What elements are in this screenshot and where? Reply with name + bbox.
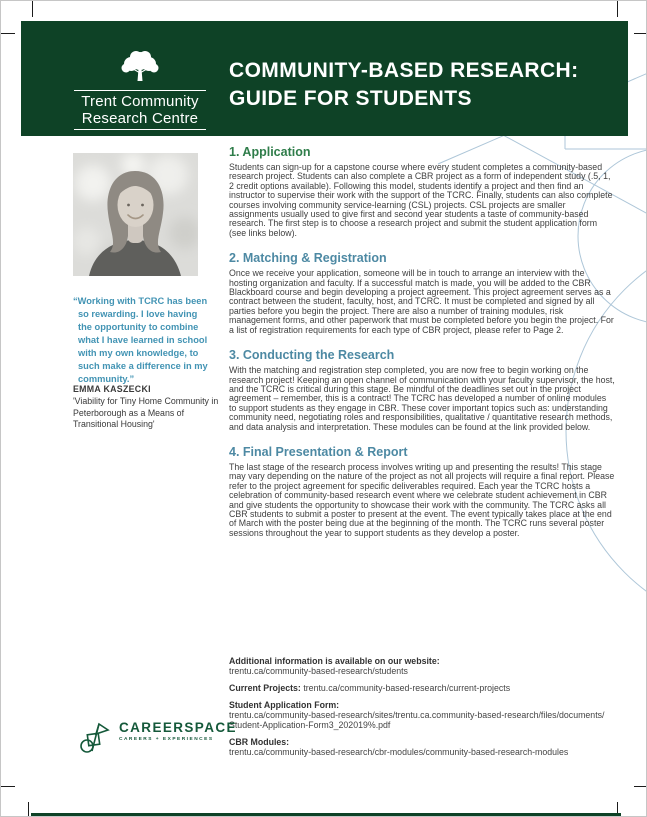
careerspace-text (119, 721, 237, 742)
portrait-image (73, 153, 198, 276)
cbr-modules-row (229, 737, 607, 757)
resource-links (229, 656, 607, 764)
application-form-label: Student Application Form: (229, 700, 340, 710)
testimonial-project-title: 'Viability for Tiny Home Community in Peterborough as a Means of Transitional Housing' (73, 396, 219, 429)
crop-mark (1, 786, 15, 787)
title-line1: COMMUNITY-BASED RESEARCH: (229, 59, 579, 82)
current-projects-label: Current Projects: (229, 683, 301, 693)
application-form-row (229, 700, 607, 730)
section-final-presentation (229, 445, 615, 538)
section-body: Once we receive your application, someone will be in touch to arrange an interview with the hosting organization and faculty. If a successful match is made, you will be added to the CBR Blackboard course and begin developing a project agreement. This project agreement serves as a contract between the student, faculty, host, and TCRC. It must be completed and signed by all parties before you begin the project. There are also a number of training modules, risk management forms, and other paperwork that must be completed before you begin the project. For a list of registration requirements for each type of CBR project, please refer to Page 2. (229, 268, 614, 335)
application-form-url-link[interactable]: trentu.ca/community-based-research/sites/trentu.ca.community-based-research/files/documents/Student-Application-Form3_202019%.pdf (229, 710, 605, 730)
section-conducting-research (229, 348, 615, 432)
website-link-row (229, 656, 607, 676)
document-title (229, 57, 579, 113)
section-body: With the matching and registration step completed, you are now free to begin working on the research project! Keeping an open channel of communication with your faculty supervisor, the host, and the TCRC is critical during this stage. Be mindful of the deadlines set out in the project agreement – remember, this is a contract! The TCRC has developed a number of online modules to support students as they engage in CBR. These cover important topics such as: understanding community need, negotiating roles and responsibilities, qualitative / quantitative research methods, and data analysis and interpretation. These modules can be found at the link provided below. (229, 365, 615, 432)
current-projects-url-link[interactable]: trentu.ca/community-based-research/current-projects (303, 683, 511, 693)
header-band (21, 21, 628, 136)
logo-text-line1: Trent Community (81, 93, 199, 110)
careerspace-logo-icon (79, 721, 111, 755)
careerspace-logo (79, 721, 237, 755)
section-matching-registration (229, 251, 615, 335)
student-portrait-photo (73, 153, 198, 276)
section-heading: 1. Application (229, 145, 311, 159)
logo-divider (74, 129, 206, 130)
website-label: Additional information is available on our website: (229, 656, 440, 666)
crop-mark (28, 802, 29, 817)
cbr-modules-label: CBR Modules: (229, 737, 290, 747)
careerspace-tagline: CAREERS + EXPERIENCES (119, 737, 214, 742)
crop-mark (634, 33, 647, 34)
section-heading: 3. Conducting the Research (229, 348, 395, 363)
section-heading: 4. Final Presentation & Report (229, 444, 408, 459)
testimonial-quote: “Working with TCRC has been so rewarding. I love having the opportunity to combine what I have learned in school with my own knowledge, to such make a difference in my community.” (73, 296, 208, 384)
main-content (229, 145, 615, 551)
crop-mark (634, 786, 647, 787)
tree-icon (108, 49, 172, 83)
website-url-link[interactable]: trentu.ca/community-based-research/students (229, 666, 408, 676)
cbr-modules-url-link[interactable]: trentu.ca/community-based-research/cbr-modules/community-based-research-modules (229, 747, 569, 757)
testimonial-author: EMMA KASZECKI (73, 384, 151, 394)
logo-divider (74, 90, 206, 91)
tcrc-logo (74, 49, 206, 132)
careerspace-name: CAREERSPACE (119, 720, 237, 735)
logo-text-line2: Research Centre (81, 110, 199, 127)
next-page-header-bleed (31, 813, 621, 817)
current-projects-row (229, 683, 607, 693)
section-body: Students can sign-up for a capstone course where every student completes a community-based research project. Students can also complete a CBR project as a form of independent study (.5, 1, 2 credit options available). Following this model, students identify a project and then find an instructor to supervise their work with the support of the TCRC. Finally, students can also complete courses involving community service-learning (CSL) projects. CSL projects are smaller assignments usually used to give first and second year students a taste of community-based research. The first step is to choose a research project and submit the student application form (see links below). (229, 162, 613, 238)
crop-mark (32, 1, 33, 17)
section-body: The last stage of the research process involves writing up and presenting the results! This stage may vary depending on the nature of the project as not all projects will require a final report. Please refer to the project agreement for specific deliverables required. Each year the TCRC hosts a celebration of community-based research event where we celebrate student achievement in CBR and give students the opportunity to showcase their work with the community. The TCRC asks all CBR students to submit a poster to present at the event. The event typically takes place at the end of March with the poster being due at the beginning of the month. The TCRC runs several poster sessions throughout the year to support students as they develop a poster. (229, 461, 615, 538)
crop-mark (617, 1, 618, 17)
section-heading: 2. Matching & Registration (229, 251, 387, 266)
title-line2: GUIDE FOR STUDENTS (229, 87, 472, 110)
section-application (229, 145, 615, 238)
crop-mark (1, 33, 15, 34)
